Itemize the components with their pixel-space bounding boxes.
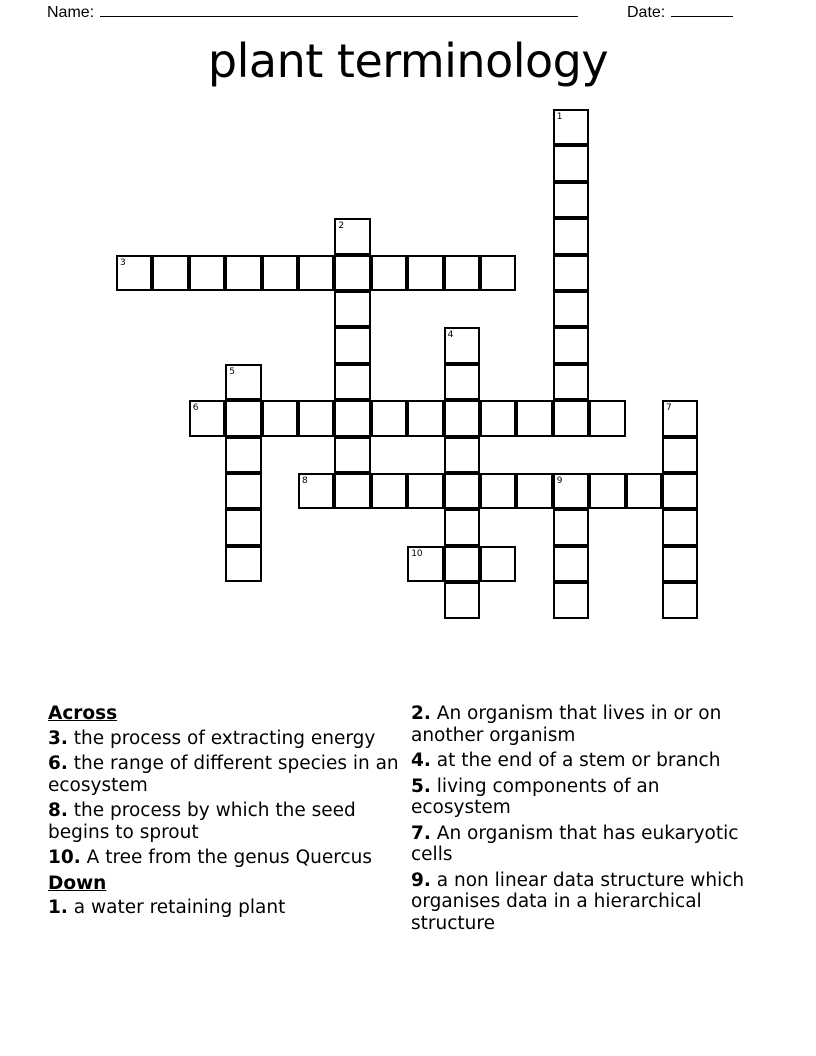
grid-cell[interactable] — [662, 509, 698, 545]
clue-number: 3 — [120, 257, 126, 268]
clue-number: 7 — [666, 403, 672, 414]
grid-cell[interactable] — [225, 473, 261, 509]
grid-cell[interactable] — [407, 546, 443, 582]
page-title: plant terminology — [207, 34, 609, 88]
grid-cell[interactable] — [589, 473, 625, 509]
grid-cell[interactable] — [334, 364, 370, 400]
grid-cell[interactable] — [189, 255, 225, 291]
grid-cell[interactable] — [480, 400, 516, 436]
clue-item — [48, 897, 400, 919]
grid-cell[interactable] — [298, 400, 334, 436]
down-heading: Down — [48, 872, 107, 894]
grid-cell[interactable] — [116, 255, 152, 291]
grid-cell[interactable] — [626, 473, 662, 509]
clue-number-label: 5. — [411, 775, 431, 797]
grid-cell[interactable] — [553, 291, 589, 327]
grid-cell[interactable] — [553, 218, 589, 254]
grid-cell[interactable] — [225, 546, 261, 582]
grid-cell[interactable] — [334, 255, 370, 291]
grid-cell[interactable] — [516, 473, 552, 509]
grid-cell[interactable] — [444, 255, 480, 291]
crossword-grid — [117, 110, 717, 630]
clue-text: living components of an ecosystem — [411, 775, 660, 818]
clue-item — [48, 728, 400, 750]
clue-text: A tree from the genus Quercus — [86, 847, 372, 868]
grid-cell[interactable] — [444, 437, 480, 473]
clue-text: a water retaining plant — [73, 897, 286, 918]
grid-cell[interactable] — [298, 473, 334, 509]
grid-cell[interactable] — [553, 109, 589, 145]
grid-cell[interactable] — [225, 509, 261, 545]
grid-cell[interactable] — [334, 291, 370, 327]
grid-cell[interactable] — [553, 327, 589, 363]
grid-cell[interactable] — [516, 400, 552, 436]
clue-text: An organism that has eukaryotic cells — [411, 822, 739, 865]
grid-cell[interactable] — [334, 473, 370, 509]
clue-number: 4 — [447, 330, 454, 341]
grid-cell[interactable] — [225, 400, 261, 436]
grid-cell[interactable] — [662, 473, 698, 509]
clue-text: the process by which the seed begins to sprout — [48, 800, 356, 843]
clue-item — [48, 800, 400, 843]
grid-cell[interactable] — [444, 546, 480, 582]
grid-cell[interactable] — [407, 255, 443, 291]
grid-cell[interactable] — [298, 255, 334, 291]
grid-cell[interactable] — [662, 437, 698, 473]
grid-cell[interactable] — [553, 400, 589, 436]
grid-cell[interactable] — [444, 582, 480, 618]
grid-cell[interactable] — [553, 145, 589, 181]
grid-cell[interactable] — [262, 255, 298, 291]
clue-number: 10 — [411, 548, 423, 559]
across-heading: Across — [48, 703, 118, 724]
clue-number-label: 1. — [48, 897, 68, 918]
grid-cell[interactable] — [553, 509, 589, 545]
grid-cell[interactable] — [371, 400, 407, 436]
grid-cell[interactable] — [152, 255, 188, 291]
clue-item — [48, 753, 400, 796]
grid-cell[interactable] — [553, 473, 589, 509]
grid-cell[interactable] — [480, 473, 516, 509]
grid-cell[interactable] — [553, 582, 589, 618]
grid-cell[interactable] — [444, 473, 480, 509]
grid-cell[interactable] — [334, 218, 370, 254]
clue-number-label: 3. — [48, 727, 68, 749]
grid-cell[interactable] — [444, 400, 480, 436]
name-field[interactable] — [47, 1, 578, 22]
clues-right-column — [411, 703, 761, 938]
name-line[interactable] — [100, 1, 578, 17]
clue-number-label: 6. — [48, 753, 68, 774]
clues-left-column — [48, 703, 400, 923]
grid-cell[interactable] — [407, 473, 443, 509]
clue-number-label: 8. — [48, 800, 68, 821]
grid-cell[interactable] — [225, 255, 261, 291]
name-label: Name: — [47, 4, 95, 21]
clue-item — [411, 870, 761, 935]
clue-item — [411, 823, 761, 866]
grid-cell[interactable] — [553, 546, 589, 582]
grid-cell[interactable] — [334, 400, 370, 436]
clue-number: 9 — [556, 476, 563, 486]
grid-cell[interactable] — [444, 327, 480, 363]
clue-item — [411, 750, 761, 772]
grid-cell[interactable] — [189, 400, 225, 436]
clue-number: 5 — [229, 366, 235, 377]
grid-cell[interactable] — [407, 400, 443, 436]
clue-number: 2 — [338, 221, 345, 232]
grid-cell[interactable] — [334, 327, 370, 363]
clue-item — [48, 847, 400, 869]
grid-cell[interactable] — [480, 546, 516, 582]
grid-cell[interactable] — [662, 400, 698, 436]
clue-number-label: 10. — [48, 847, 81, 868]
date-label: Date: — [627, 4, 666, 21]
clue-item — [411, 703, 761, 746]
date-field[interactable] — [627, 1, 733, 22]
clue-number: 8 — [302, 476, 308, 486]
grid-cell[interactable] — [662, 546, 698, 582]
grid-cell[interactable] — [225, 364, 261, 400]
clue-number-label: 7. — [411, 822, 431, 844]
grid-cell[interactable] — [444, 509, 480, 545]
grid-cell[interactable] — [589, 400, 625, 436]
grid-cell[interactable] — [662, 582, 698, 618]
clue-text: at the end of a stem or branch — [436, 750, 721, 771]
grid-cell[interactable] — [225, 437, 261, 473]
grid-cell[interactable] — [371, 255, 407, 291]
clue-number-label: 2. — [411, 703, 431, 724]
clue-text: the process of extracting energy — [73, 727, 376, 749]
grid-cell[interactable] — [553, 364, 589, 400]
grid-cell[interactable] — [553, 182, 589, 218]
clue-item — [411, 776, 761, 819]
clue-number: 1 — [556, 112, 563, 122]
grid-cell[interactable] — [480, 255, 516, 291]
grid-cell[interactable] — [371, 473, 407, 509]
clue-text: a non linear data structure which organises data in a hierarchical structure — [411, 869, 745, 934]
clue-text: An organism that lives in or on another organism — [411, 703, 722, 746]
date-line[interactable] — [671, 1, 733, 17]
grid-cell[interactable] — [553, 255, 589, 291]
clue-text: the range of different species in an ecosystem — [48, 753, 399, 796]
clue-number-label: 4. — [411, 750, 431, 771]
grid-cell[interactable] — [334, 437, 370, 473]
grid-cell[interactable] — [444, 364, 480, 400]
clue-number: 6 — [192, 403, 199, 414]
clue-number-label: 9. — [411, 869, 431, 891]
grid-cell[interactable] — [262, 400, 298, 436]
